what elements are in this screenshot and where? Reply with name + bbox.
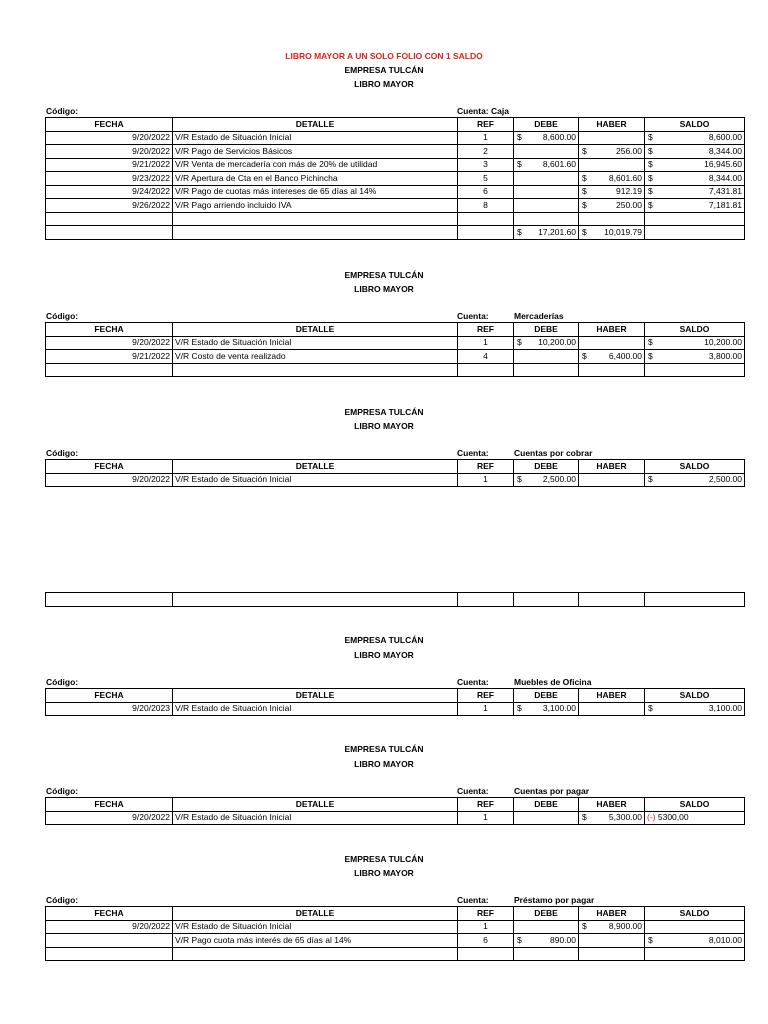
detalle-cell: V/R Estado de Situación Inicial: [173, 131, 458, 145]
currency-symbol: $: [648, 474, 653, 485]
debe-cell: [514, 350, 579, 364]
currency-symbol: $: [582, 145, 587, 156]
col-haber: HABER: [579, 689, 645, 703]
ledger-table-cuentas-por-pagar: [45, 797, 745, 825]
col-haber: HABER: [579, 798, 645, 812]
debe-cell: [514, 920, 579, 934]
debe-value: 8,601.60: [542, 159, 576, 170]
empty-row: [46, 212, 745, 226]
currency-symbol: $: [582, 172, 587, 183]
document-title: LIBRO MAYOR A UN SOLO FOLIO CON 1 SALDO: [285, 51, 483, 61]
col-saldo: SALDO: [645, 323, 745, 337]
currency-symbol: $: [648, 186, 653, 197]
saldo-cell: [645, 145, 745, 159]
book-name: LIBRO MAYOR: [354, 759, 414, 769]
col-ref: REF: [458, 689, 514, 703]
saldo-cell: [645, 702, 745, 716]
table-row: [46, 185, 745, 199]
table-row: [46, 172, 745, 186]
cuenta-caja-label: Cuenta: Caja: [457, 106, 509, 116]
account-name: Cuentas por pagar: [514, 786, 590, 796]
col-haber: HABER: [579, 907, 645, 921]
totals-row: [46, 226, 745, 240]
codigo-label: Código:: [46, 448, 79, 458]
detalle-cell: V/R Pago arriendo incluido IVA: [173, 199, 458, 213]
debe-cell: [514, 185, 579, 199]
company-name: EMPRESA TULCÁN: [344, 270, 424, 280]
ref-cell: 6: [458, 934, 514, 948]
detalle-cell: V/R Estado de Situación Inicial: [173, 702, 458, 716]
col-fecha: FECHA: [46, 323, 173, 337]
col-debe: DEBE: [514, 907, 579, 921]
codigo-label: Código:: [46, 895, 79, 905]
col-fecha: FECHA: [46, 689, 173, 703]
codigo-label: Código:: [46, 106, 79, 116]
haber-cell: [579, 702, 645, 716]
saldo-value: 7,431.81: [708, 186, 742, 197]
ledger-table-muebles: [45, 688, 745, 716]
saldo-value: 8,344.00: [708, 145, 742, 156]
empty-table-row: [45, 592, 745, 607]
col-debe: DEBE: [514, 689, 579, 703]
book-name: LIBRO MAYOR: [354, 421, 414, 431]
book-name: LIBRO MAYOR: [354, 284, 414, 294]
table-row: [46, 473, 745, 487]
cuenta-label: Cuenta:: [457, 895, 489, 905]
haber-cell: [579, 172, 645, 186]
col-ref: REF: [458, 118, 514, 132]
currency-symbol: $: [517, 337, 522, 348]
haber-cell: [579, 473, 645, 487]
account-name: Préstamo por pagar: [514, 895, 595, 905]
debe-cell: [514, 934, 579, 948]
total-debe-value: 17,201.60: [538, 226, 576, 237]
saldo-value: 7,181.81: [708, 199, 742, 210]
saldo-cell: [645, 199, 745, 213]
total-haber-cell: [579, 226, 645, 240]
ledger-table-cuentas-por-cobrar: [45, 459, 745, 487]
col-detalle: DETALLE: [173, 460, 458, 474]
debe-cell: [514, 158, 579, 172]
table-row: [46, 702, 745, 716]
detalle-cell: V/R Estado de Situación Inicial: [173, 920, 458, 934]
table-row: [46, 158, 745, 172]
cuenta-label: Cuenta:: [457, 311, 489, 321]
saldo-value: 3,800.00: [708, 350, 742, 361]
saldo-value: 3,100.00: [708, 703, 742, 714]
col-debe: DEBE: [514, 118, 579, 132]
currency-symbol: $: [648, 703, 653, 714]
currency-symbol: $: [648, 337, 653, 348]
haber-value: 912.19: [616, 186, 642, 197]
cuenta-label: Cuenta:: [457, 786, 489, 796]
cuenta-label: Cuenta:: [457, 677, 489, 687]
ref-cell: 4: [458, 350, 514, 364]
saldo-cell: [645, 934, 745, 948]
haber-cell: [579, 811, 645, 825]
debe-cell: [514, 199, 579, 213]
haber-value: 5,300.00: [608, 812, 642, 823]
header-row: [46, 907, 745, 921]
detalle-cell: V/R Venta de mercadería con más de 20% de utilidad: [173, 158, 458, 172]
debe-cell: [514, 811, 579, 825]
col-detalle: DETALLE: [173, 907, 458, 921]
ref-cell: 5: [458, 172, 514, 186]
table-row: [46, 920, 745, 934]
saldo-cell: [645, 350, 745, 364]
debe-cell: [514, 145, 579, 159]
account-name: Muebles de Oficina: [514, 677, 592, 687]
col-fecha: FECHA: [46, 798, 173, 812]
debe-value: 8,600.00: [542, 132, 576, 143]
fecha-cell: [46, 934, 173, 948]
col-haber: HABER: [579, 323, 645, 337]
col-ref: REF: [458, 460, 514, 474]
haber-cell: [579, 336, 645, 350]
ref-cell: 1: [458, 473, 514, 487]
table-row: [46, 811, 745, 825]
company-name: EMPRESA TULCÁN: [344, 854, 424, 864]
ref-cell: 6: [458, 185, 514, 199]
ledger-table-mercaderias: [45, 322, 745, 377]
col-fecha: FECHA: [46, 907, 173, 921]
saldo-value: 8,600.00: [708, 132, 742, 143]
book-name: LIBRO MAYOR: [354, 79, 414, 89]
saldo-value: 16,945.60: [704, 159, 742, 170]
fecha-cell: 9/21/2022: [46, 350, 173, 364]
col-ref: REF: [458, 323, 514, 337]
fecha-cell: 9/20/2022: [46, 145, 173, 159]
detalle-cell: V/R Apertura de Cta en el Banco Pichincha: [173, 172, 458, 186]
debe-value: 2,500.00: [542, 474, 576, 485]
fecha-cell: 9/23/2022: [46, 172, 173, 186]
haber-value: 8,900.00: [608, 921, 642, 932]
col-saldo: SALDO: [645, 460, 745, 474]
currency-symbol: $: [517, 159, 522, 170]
ref-cell: 2: [458, 145, 514, 159]
header-row: [46, 798, 745, 812]
detalle-cell: V/R Estado de Situación Inicial: [173, 336, 458, 350]
haber-value: 8,601.60: [608, 172, 642, 183]
table-row: [46, 350, 745, 364]
detalle-cell: V/R Estado de Situación Inicial: [173, 473, 458, 487]
haber-cell: [579, 158, 645, 172]
table-row: [46, 336, 745, 350]
col-detalle: DETALLE: [173, 323, 458, 337]
col-fecha: FECHA: [46, 118, 173, 132]
empty-row: [46, 947, 745, 961]
book-name: LIBRO MAYOR: [354, 868, 414, 878]
debe-value: 3,100.00: [542, 703, 576, 714]
currency-symbol: $: [648, 172, 653, 183]
saldo-cell: [645, 158, 745, 172]
fecha-cell: 9/20/2023: [46, 702, 173, 716]
haber-value: 6,400.00: [608, 350, 642, 361]
currency-symbol: $: [517, 703, 522, 714]
debe-cell: [514, 473, 579, 487]
debe-value: 890.00: [550, 934, 576, 945]
col-saldo: SALDO: [645, 907, 745, 921]
saldo-value: 8,344.00: [708, 172, 742, 183]
saldo-value: 10,200.00: [704, 337, 742, 348]
saldo-cell: [645, 185, 745, 199]
ref-cell: 1: [458, 920, 514, 934]
saldo-cell: [645, 473, 745, 487]
currency-symbol: $: [582, 921, 587, 932]
fecha-cell: 9/20/2022: [46, 473, 173, 487]
col-debe: DEBE: [514, 460, 579, 474]
saldo-cell: [645, 131, 745, 145]
detalle-cell: V/R Costo de venta realizado: [173, 350, 458, 364]
col-detalle: DETALLE: [173, 118, 458, 132]
debe-cell: [514, 702, 579, 716]
empty-row: [46, 363, 745, 377]
book-name: LIBRO MAYOR: [354, 650, 414, 660]
saldo-cell: [645, 811, 745, 825]
col-debe: DEBE: [514, 798, 579, 812]
col-detalle: DETALLE: [173, 798, 458, 812]
col-ref: REF: [458, 907, 514, 921]
table-row: [46, 934, 745, 948]
col-saldo: SALDO: [645, 118, 745, 132]
total-debe-cell: [514, 226, 579, 240]
currency-symbol: $: [648, 145, 653, 156]
table-row: [46, 199, 745, 213]
fecha-cell: 9/20/2022: [46, 131, 173, 145]
fecha-cell: 9/21/2022: [46, 158, 173, 172]
negative-marker: (-): [647, 812, 656, 823]
ref-cell: 8: [458, 199, 514, 213]
empty-row: [46, 593, 745, 607]
haber-cell: [579, 185, 645, 199]
header-row: [46, 118, 745, 132]
haber-cell: [579, 199, 645, 213]
saldo-cell: [645, 920, 745, 934]
company-name: EMPRESA TULCÁN: [344, 407, 424, 417]
ref-cell: 1: [458, 131, 514, 145]
cuenta-label: Cuenta:: [457, 448, 489, 458]
table-row: [46, 145, 745, 159]
fecha-cell: 9/24/2022: [46, 185, 173, 199]
currency-symbol: $: [582, 199, 587, 210]
currency-symbol: $: [648, 132, 653, 143]
saldo-value: 2,500.00: [708, 474, 742, 485]
haber-cell: [579, 145, 645, 159]
saldo-value: 5300,00: [657, 812, 689, 823]
debe-cell: [514, 172, 579, 186]
ref-cell: 1: [458, 702, 514, 716]
fecha-cell: 9/20/2022: [46, 811, 173, 825]
account-name: Mercaderías: [514, 311, 564, 321]
company-name: EMPRESA TULCÁN: [344, 635, 424, 645]
col-saldo: SALDO: [645, 689, 745, 703]
table-row: [46, 131, 745, 145]
ledger-table-caja: [45, 117, 745, 240]
codigo-label: Código:: [46, 311, 79, 321]
header-row: [46, 323, 745, 337]
debe-value: 10,200.00: [538, 337, 576, 348]
haber-cell: [579, 350, 645, 364]
currency-symbol: $: [648, 350, 653, 361]
col-fecha: FECHA: [46, 460, 173, 474]
currency-symbol: $: [648, 159, 653, 170]
company-name: EMPRESA TULCÁN: [344, 744, 424, 754]
col-saldo: SALDO: [645, 798, 745, 812]
ref-cell: 3: [458, 158, 514, 172]
codigo-label: Código:: [46, 786, 79, 796]
haber-value: 250.00: [616, 199, 642, 210]
currency-symbol: $: [582, 350, 587, 361]
currency-symbol: $: [582, 186, 587, 197]
detalle-cell: V/R Pago de Servicios Básicos: [173, 145, 458, 159]
detalle-cell: V/R Pago cuota más interés de 65 días al 14%: [173, 934, 458, 948]
total-haber-value: 10,019.79: [604, 226, 642, 237]
currency-symbol: $: [582, 812, 587, 823]
haber-cell: [579, 934, 645, 948]
ref-cell: 1: [458, 336, 514, 350]
header-row: [46, 460, 745, 474]
currency-symbol: $: [582, 226, 587, 237]
col-haber: HABER: [579, 460, 645, 474]
saldo-cell: [645, 172, 745, 186]
haber-cell: [579, 920, 645, 934]
company-name: EMPRESA TULCÁN: [344, 65, 424, 75]
ref-cell: 1: [458, 811, 514, 825]
haber-cell: [579, 131, 645, 145]
detalle-cell: V/R Estado de Situación Inicial: [173, 811, 458, 825]
fecha-cell: 9/20/2022: [46, 920, 173, 934]
currency-symbol: $: [648, 934, 653, 945]
currency-symbol: $: [517, 474, 522, 485]
col-debe: DEBE: [514, 323, 579, 337]
currency-symbol: $: [517, 226, 522, 237]
col-detalle: DETALLE: [173, 689, 458, 703]
debe-cell: [514, 131, 579, 145]
haber-value: 256.00: [616, 145, 642, 156]
col-haber: HABER: [579, 118, 645, 132]
saldo-cell: [645, 336, 745, 350]
account-name: Cuentas por cobrar: [514, 448, 593, 458]
header-row: [46, 689, 745, 703]
col-ref: REF: [458, 798, 514, 812]
codigo-label: Código:: [46, 677, 79, 687]
ledger-table-prestamo: [45, 906, 745, 961]
saldo-value: 8,010.00: [708, 934, 742, 945]
currency-symbol: $: [648, 199, 653, 210]
fecha-cell: 9/20/2022: [46, 336, 173, 350]
detalle-cell: V/R Pago de cuotas más intereses de 65 días al 14%: [173, 185, 458, 199]
currency-symbol: $: [517, 934, 522, 945]
currency-symbol: $: [517, 132, 522, 143]
fecha-cell: 9/26/2022: [46, 199, 173, 213]
debe-cell: [514, 336, 579, 350]
